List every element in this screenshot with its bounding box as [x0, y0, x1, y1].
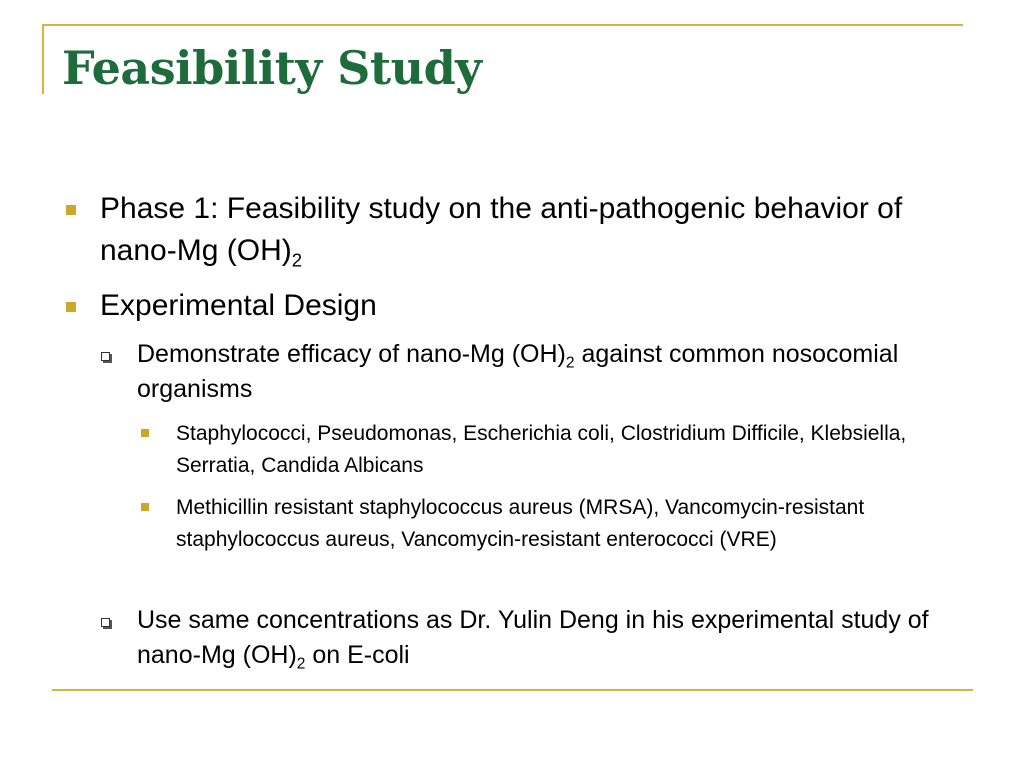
bullet-text: Experimental Design: [100, 289, 377, 322]
hollow-square-bullet-icon: [101, 352, 110, 361]
bullet-text: Phase 1: Feasibility study on the anti-pathogenic behavior of nano-Mg (OH): [100, 192, 903, 267]
bullet-text: Use same concentrations as Dr. Yulin Deng in his experimental study of nano-Mg (OH): [137, 606, 929, 669]
subbullet-same-concentrations: [137, 603, 937, 673]
subsubbullet-organisms: [176, 418, 946, 482]
bullet-text: Methicillin resistant staphylococcus aureus (MRSA), Vancomycin-resistant staphylococcus aureus, Vancomycin-resistant enterococci (VRE): [176, 496, 865, 551]
top-rule: [42, 24, 963, 26]
subscript: 2: [565, 354, 575, 372]
bullet-experimental-design: [100, 285, 920, 327]
square-bullet-icon: [66, 205, 76, 215]
bottom-rule: [52, 689, 973, 691]
bullet-text-tail: against common nosocomial organisms: [137, 340, 899, 403]
subsubbullet-resistant-strains: [176, 492, 946, 556]
square-bullet-icon: [141, 503, 149, 511]
hollow-square-bullet-icon: [101, 618, 110, 627]
bullet-text: Demonstrate efficacy of nano-Mg (OH): [137, 340, 566, 368]
slide-title: Feasibility Study: [62, 41, 482, 95]
square-bullet-icon: [66, 302, 76, 312]
left-rule: [42, 24, 44, 94]
subscript: 2: [296, 655, 306, 673]
subbullet-demonstrate-efficacy: [137, 337, 937, 407]
bullet-phase-1: [100, 188, 920, 272]
bullet-text: Staphylococci, Pseudomonas, Escherichia coli, Clostridium Difficile, Klebsiella, Serratia, Candida Albicans: [176, 422, 907, 477]
bullet-text-tail: on E-coli: [305, 641, 410, 669]
square-bullet-icon: [141, 429, 149, 437]
subscript: 2: [291, 249, 303, 271]
